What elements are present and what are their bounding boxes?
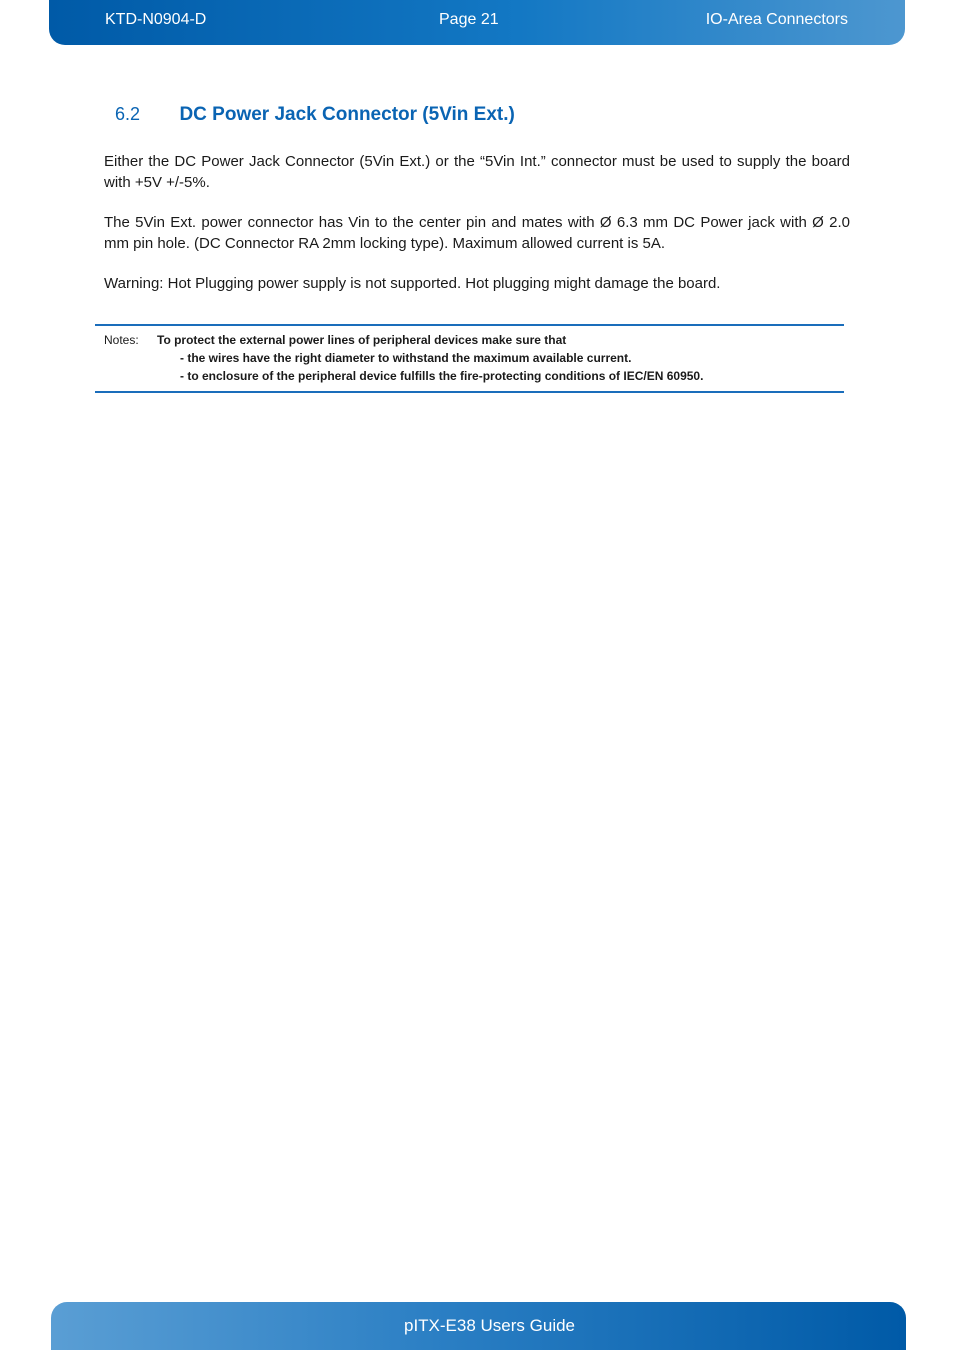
page-number: Page 21 [439, 11, 499, 28]
notes-line: - to enclosure of the peripheral device fulfills the fire-protecting conditions of IEC/EN 60950. [180, 369, 704, 383]
page-header [49, 0, 905, 45]
section-heading [115, 104, 515, 126]
notes-label: Notes: [104, 333, 139, 347]
section-title: DC Power Jack Connector (5Vin Ext.) [179, 104, 515, 125]
notes-line: - the wires have the right diameter to withstand the maximum available current. [180, 351, 632, 365]
paragraph-connector-spec: The 5Vin Ext. power connector has Vin to the center pin and mates with Ø 6.3 mm DC Power jack with Ø 2.0 mm pin hole. (DC Connector RA 2mm locking type). Maximum allowed current is 5A. [104, 214, 850, 252]
paragraph-supply: Either the DC Power Jack Connector (5Vin Ext.) or the “5Vin Int.” connector must be used to supply the board with +5V +/-5%. [104, 153, 850, 191]
notes-box [95, 324, 844, 393]
page-footer [51, 1302, 906, 1350]
chapter-title: IO-Area Connectors [705, 11, 848, 28]
paragraph-warning: Warning: Hot Plugging power supply is not supported. Hot plugging might damage the board. [104, 275, 721, 292]
guide-title: pITX-E38 Users Guide [404, 1316, 576, 1335]
notes-line: To protect the external power lines of peripheral devices make sure that [157, 333, 567, 347]
document-id: KTD-N0904-D [105, 11, 207, 28]
section-number: 6.2 [115, 104, 141, 124]
